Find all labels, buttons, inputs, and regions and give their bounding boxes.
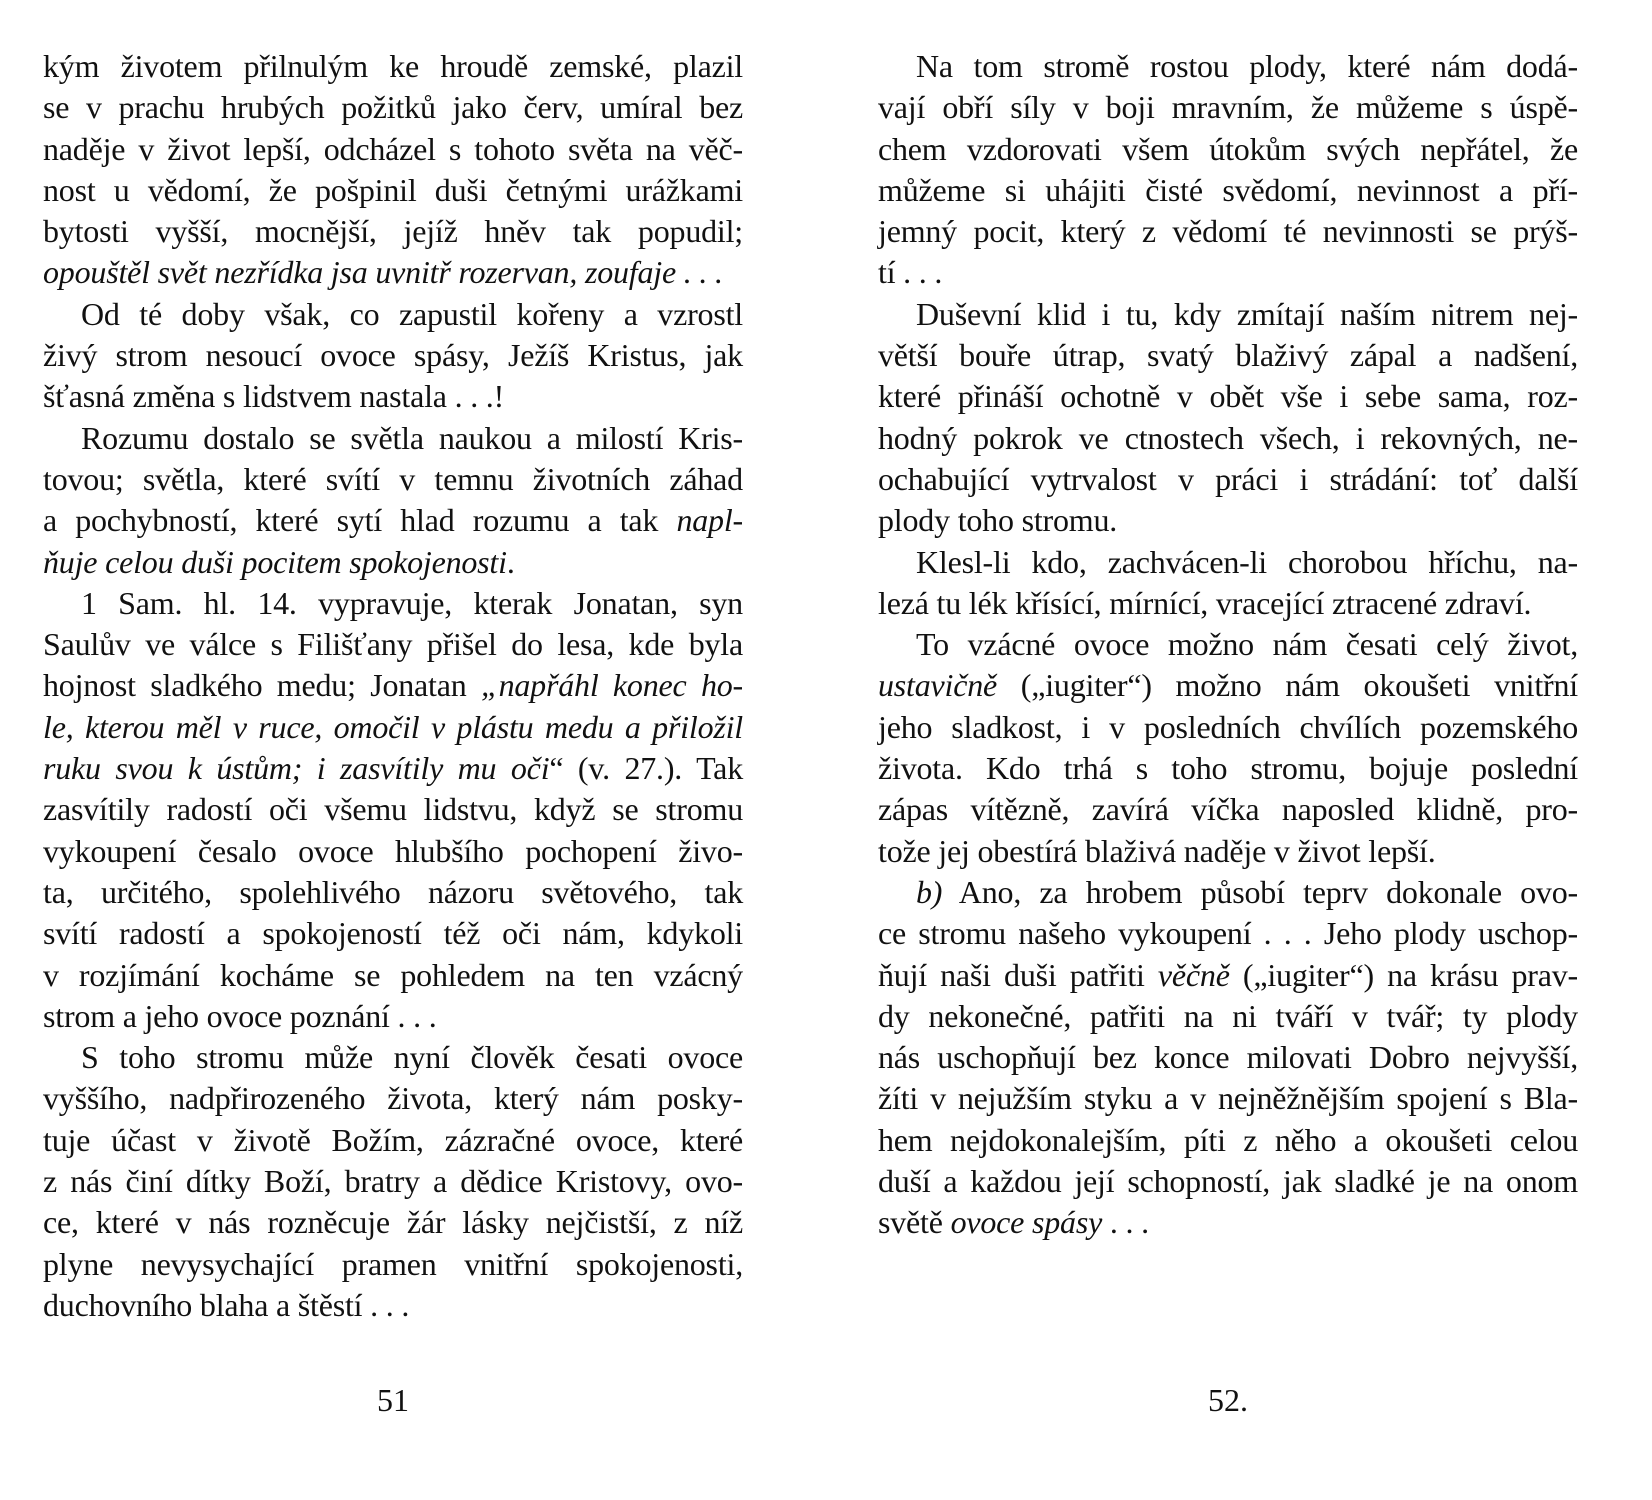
text-segment: a pochybností, které sytí hlad rozumu a tak bbox=[43, 502, 677, 539]
text-line bbox=[878, 87, 1578, 128]
text-segment: tuje účast v životě Božím, zázračné ovoce, které bbox=[43, 1121, 743, 1158]
text-line bbox=[878, 707, 1578, 748]
text-line bbox=[43, 1202, 743, 1243]
text-segment: jemný pocit, který z vědomí té nevinnosti se prýš- bbox=[878, 213, 1578, 250]
text-line bbox=[43, 707, 743, 748]
text-segment: naděje v život lepší, odcházel s tohoto světa na věč- bbox=[43, 130, 743, 167]
text-segment: plody toho stromu. bbox=[878, 502, 1118, 539]
text-segment: zasvítily radostí oči všemu lidstvu, když se stromu bbox=[43, 791, 743, 828]
text-segment: tože jej obestírá blaživá naděje v život lepší. bbox=[878, 832, 1436, 869]
text-segment: tovou; světla, které svítí v temnu životních záhad bbox=[43, 460, 743, 497]
text-segment: bytosti vyšší, mocnější, jejíž hněv tak popudil; bbox=[43, 213, 743, 250]
text-line bbox=[43, 748, 743, 789]
text-line bbox=[43, 913, 743, 954]
text-line bbox=[43, 46, 743, 87]
text-segment: („iugiter“) možno nám okoušeti vnitřní bbox=[997, 667, 1578, 704]
text-line bbox=[43, 500, 743, 541]
text-line bbox=[43, 252, 743, 293]
italic-text: le, kterou měl v ruce, omočil v plástu medu a přiložil bbox=[43, 708, 743, 745]
text-line bbox=[43, 376, 743, 417]
text-segment: . bbox=[506, 543, 515, 580]
text-segment: “ (v. 27.). Tak bbox=[549, 750, 743, 787]
text-line bbox=[43, 542, 743, 583]
text-line bbox=[878, 294, 1578, 335]
text-line bbox=[43, 459, 743, 500]
italic-text: ňuje celou duši pocitem spokojenosti bbox=[43, 543, 507, 580]
text-segment: Od té doby však, co zapustil kořeny a vzrostl bbox=[81, 295, 743, 332]
text-line bbox=[878, 624, 1578, 665]
text-segment: hem nejdokonalejším, píti z něho a okoušeti celou bbox=[878, 1121, 1578, 1158]
text-line bbox=[878, 46, 1578, 87]
text-segment: Rozumu dostalo se světla naukou a milostí Kris- bbox=[81, 419, 743, 456]
text-segment: lezá tu lék křísící, mírnící, vracející ztracené zdraví. bbox=[878, 584, 1532, 621]
text-segment: Duševní klid i tu, kdy zmítají naším nitrem nej- bbox=[916, 295, 1578, 332]
text-segment: chem vzdorovati všem útokům svých nepřátel, že bbox=[878, 130, 1578, 167]
text-line bbox=[878, 665, 1578, 706]
text-line bbox=[43, 294, 743, 335]
text-segment: můžeme si uhájiti čisté svědomí, nevinnost a pří- bbox=[878, 171, 1578, 208]
text-segment: žíti v nejužším styku a v nejněžnějším spojení s Bla- bbox=[878, 1080, 1578, 1117]
text-segment: . . . bbox=[1102, 1204, 1149, 1241]
text-segment: Ano, za hrobem působí teprv dokonale ovo- bbox=[942, 873, 1578, 910]
text-segment: ochabující vytrvalost v práci i strádání: toť další bbox=[878, 460, 1578, 497]
text-line bbox=[43, 1244, 743, 1285]
text-line bbox=[878, 955, 1578, 996]
italic-text: b) bbox=[916, 873, 943, 910]
text-line bbox=[878, 252, 1578, 293]
text-segment: Na tom stromě rostou plody, které nám dodá- bbox=[916, 48, 1578, 84]
text-line bbox=[43, 624, 743, 665]
text-line bbox=[878, 335, 1578, 376]
text-line bbox=[878, 129, 1578, 170]
text-segment: ňují naši duši patřiti bbox=[878, 956, 1158, 993]
text-segment: vají obří síly v boji mravním, že můžeme s úspě- bbox=[878, 89, 1578, 126]
text-line bbox=[43, 665, 743, 706]
text-line bbox=[43, 87, 743, 128]
text-segment: šťasná změna s lidstvem nastala . . .! bbox=[43, 378, 505, 415]
text-line bbox=[43, 1037, 743, 1078]
text-segment: jeho sladkost, i v posledních chvílích pozemského bbox=[878, 708, 1578, 745]
text-line bbox=[878, 500, 1578, 541]
text-line bbox=[878, 459, 1578, 500]
text-line bbox=[43, 583, 743, 624]
text-line bbox=[878, 211, 1578, 252]
text-line bbox=[878, 831, 1578, 872]
text-line bbox=[43, 1078, 743, 1119]
text-line bbox=[878, 872, 1578, 913]
text-line bbox=[878, 913, 1578, 954]
text-segment: v rozjímání kocháme se pohledem na ten vzácný bbox=[43, 956, 743, 993]
text-line bbox=[878, 996, 1578, 1037]
text-segment: živý strom nesoucí ovoce spásy, Ježíš Kristus, jak bbox=[43, 337, 743, 374]
italic-text: ustavičně bbox=[878, 667, 998, 704]
text-segment: vykoupení česalo ovoce hlubšího pochopení živo- bbox=[43, 832, 743, 869]
text-segment: ce stromu našeho vykoupení . . . Jeho plody uschop- bbox=[878, 915, 1578, 952]
text-line bbox=[43, 211, 743, 252]
text-segment: S toho stromu může nyní člověk česati ovoce bbox=[81, 1039, 743, 1076]
text-segment: ce, které v nás rozněcuje žár lásky nejčistší, z níž bbox=[43, 1204, 743, 1241]
text-line bbox=[878, 542, 1578, 583]
text-line bbox=[43, 996, 743, 1037]
text-line bbox=[878, 1037, 1578, 1078]
text-segment: zápas vítězně, zavírá víčka naposled klidně, pro- bbox=[878, 791, 1578, 828]
text-segment: To vzácné ovoce možno nám česati celý život, bbox=[916, 626, 1578, 663]
text-segment: světě bbox=[878, 1204, 951, 1241]
page-number-left: 51 bbox=[377, 1382, 409, 1418]
text-line bbox=[43, 335, 743, 376]
text-segment: hojnost sladkého medu; Jonatan bbox=[43, 667, 481, 704]
text-line bbox=[878, 748, 1578, 789]
text-segment: Saulův ve válce s Filišťany přišel do lesa, kde byla bbox=[43, 626, 743, 663]
text-segment: svítí radostí a spokojeností též oči nám, kdykoli bbox=[43, 915, 743, 952]
text-line bbox=[878, 170, 1578, 211]
text-line bbox=[43, 831, 743, 872]
text-segment: se v prachu hrubých požitků jako červ, umíral bez bbox=[43, 89, 743, 126]
text-line bbox=[878, 1161, 1578, 1202]
text-line bbox=[43, 789, 743, 830]
text-segment: nás uschopňují bez konce milovati Dobro nejvyšší, bbox=[878, 1039, 1578, 1076]
page-number-right: 52. bbox=[1208, 1382, 1248, 1418]
text-segment: 1 Sam. hl. 14. vypravuje, kterak Jonatan, syn bbox=[81, 584, 743, 621]
text-segment: vyššího, nadpřirozeného života, který nám posky- bbox=[43, 1080, 743, 1117]
text-segment: duchovního blaha a štěstí . . . bbox=[43, 1286, 410, 1323]
text-segment: kým životem přilnulým ke hroudě zemské, plazil bbox=[43, 48, 743, 84]
text-line bbox=[878, 1120, 1578, 1161]
text-segment: („iugiter“) na krásu prav- bbox=[1229, 956, 1578, 993]
text-segment: dy nekonečné, patřiti na ni tváří v tvář; ty plody bbox=[878, 997, 1578, 1034]
text-line bbox=[43, 955, 743, 996]
text-line bbox=[878, 1202, 1578, 1243]
italic-text: napl- bbox=[676, 502, 743, 539]
text-segment: Klesl-li kdo, zachvácen-li chorobou hříchu, na- bbox=[916, 543, 1578, 580]
text-segment: hodný pokrok ve ctnostech všech, i rekovných, ne- bbox=[878, 419, 1578, 456]
text-line bbox=[878, 583, 1578, 624]
text-line bbox=[878, 418, 1578, 459]
text-line bbox=[878, 789, 1578, 830]
text-line bbox=[43, 170, 743, 211]
text-line bbox=[878, 1078, 1578, 1119]
text-segment: větší bouře útrap, svatý blaživý zápal a nadšení, bbox=[878, 337, 1578, 374]
text-line bbox=[43, 418, 743, 459]
italic-text: ovoce spásy bbox=[950, 1204, 1103, 1241]
text-line bbox=[43, 1285, 743, 1326]
text-segment: ta, určitého, spolehlivého názoru světového, tak bbox=[43, 873, 743, 910]
right-page-text bbox=[878, 46, 1578, 1244]
italic-text: opouštěl svět nezřídka jsa uvnitř rozervan, zoufaje . . . bbox=[43, 254, 723, 291]
text-segment: tí . . . bbox=[878, 254, 943, 291]
text-line bbox=[43, 129, 743, 170]
left-page-text bbox=[43, 46, 743, 1326]
text-segment: z nás činí dítky Boží, bratry a dědice Kristovy, ovo- bbox=[43, 1163, 743, 1200]
text-segment: plyne nevysychající pramen vnitřní spokojenosti, bbox=[43, 1245, 743, 1282]
italic-text: „napřáhl konec ho- bbox=[480, 667, 743, 704]
italic-text: věčně bbox=[1157, 956, 1230, 993]
text-segment: strom a jeho ovoce poznání . . . bbox=[43, 997, 437, 1034]
text-line bbox=[43, 872, 743, 913]
text-line bbox=[878, 376, 1578, 417]
text-segment: nost u vědomí, že pošpinil duši četnými urážkami bbox=[43, 171, 743, 208]
text-line bbox=[43, 1120, 743, 1161]
italic-text: ruku svou k ústům; i zasvítily mu oči bbox=[43, 750, 550, 787]
text-segment: duší a každou její schopností, jak sladké je na onom bbox=[878, 1163, 1578, 1200]
text-segment: které přináší ochotně v obět vše i sebe sama, roz- bbox=[878, 378, 1578, 415]
text-line bbox=[43, 1161, 743, 1202]
text-segment: života. Kdo trhá s toho stromu, bojuje poslední bbox=[878, 750, 1578, 787]
